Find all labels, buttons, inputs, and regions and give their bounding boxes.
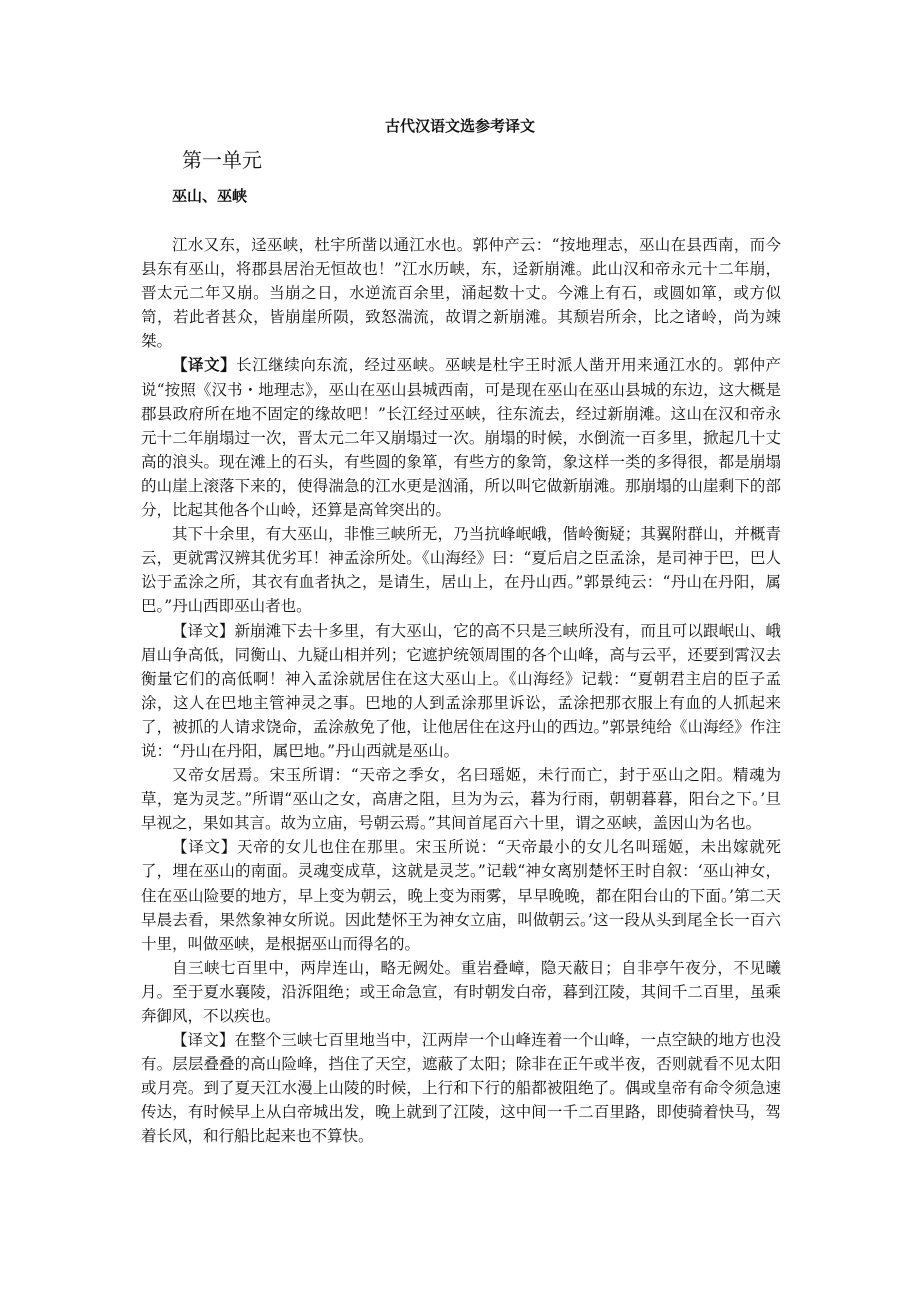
paragraph-translation-2 xyxy=(141,619,781,764)
paragraph-original-3 xyxy=(141,763,781,835)
paragraph-original-2 xyxy=(141,522,781,618)
paragraph-original-4 xyxy=(141,956,781,1028)
translation-tag: 【译文】 xyxy=(172,838,237,857)
paragraph-text: 其下十余里，有大巫山，非惟三峡所无，乃当抗峰岷峨，偕岭衡疑；其翼附群山，并概青云，更就霄汉辨其优劣耳！神孟涂所处。《山海经》曰：“夏后启之臣孟涂，是司神于巴，巴人讼于孟涂之所，其衣有血者执之，是请生，居山上，在丹山西。”郭景纯云：“丹山在丹阳，属巴。”丹山西即巫山者也。 xyxy=(141,525,781,616)
paragraph-text: 天帝的女儿也住在那里。宋玉所说：“天帝最小的女儿名叫瑶姬，未出嫁就死了，埋在巫山的南面。灵魂变成草，这就是灵芝。”记载“神女离别楚怀王时自叙：‘巫山神女，住在巫山险要的地方，早上变为朝云，晚上变为雨雾，早早晚晚，都在阳台山的下面。’第二天早晨去看，果然象神女所说。因此楚怀王为神女立庙，叫做朝云。’这一段从头到尾全长一百六十里，叫做巫峡，是根据巫山而得名的。 xyxy=(141,838,781,953)
paragraph-translation-1 xyxy=(141,353,781,522)
paragraph-translation-4 xyxy=(141,1028,781,1148)
paragraph-text: 新崩滩下去十多里，有大巫山，它的高不只是三峡所没有，而且可以跟岷山、峨眉山争高低，同衡山、九疑山相并列；它遮护统领周围的各个山峰，高与云平，还要到霄汉去衡量它们的高低啊！神入孟涂就居住在这大巫山上。《山海经》记载：“夏朝君主启的臣子孟涂，这人在巴地主管神灵之事。巴地的人到孟涂那里诉讼，孟涂把那衣服上有血的人抓起来了，被抓的人请求饶命，孟涂赦免了他，让他居住在这丹山的西边。”郭景纯给《山海经》作注说：“丹山在丹阳，属巴地。”丹山西就是巫山。 xyxy=(141,621,781,760)
paragraph-text: 长江继续向东流，经过巫峡。巫峡是杜宇王时派人凿开用来通江水的。郭仲产说“按照《汉书・地理志》，巫山在巫山县城西南，可是现在巫山在巫山县城的东边，这大概是郡县政府所在地不固定的缘故吧！”长江经过巫峡，往东流去，经过新崩滩。这山在汉和帝永元十二年崩塌过一次，晋太元二年又崩塌过一次。崩塌的时候，水倒流一百多里，掀起几十丈高的浪头。现在滩上的石头，有些圆的象箪，有些方的象笥，象这样一类的多得很，都是崩塌的山崖上滚落下来的，使得湍急的江水更是汹涌，所以叫它做新崩滩。那崩塌的山崖剩下的部分，比起其他各个山岭，还算是高耸突出的。 xyxy=(141,356,781,520)
document-body xyxy=(141,233,781,1149)
paragraph-text: 在整个三峡七百里地当中，江两岸一个山峰连着一个山峰，一点空缺的地方也没有。层层叠叠的高山险峰，挡住了天空，遮蔽了太阳；除非在正午或半夜，否则就看不见太阳或月亮。到了夏天江水漫上山陵的时候，上行和下行的船都被阻绝了。偶或皇帝有命令须急速传达，有时候早上从白帝城出发，晚上就到了江陵，这中间一千二百里路，即使骑着快马，驾着长风，和行船比起来也不算快。 xyxy=(141,1031,781,1146)
unit-title: 第一单元 xyxy=(182,148,262,172)
document-title: 古代汉语文选参考译文 xyxy=(384,117,535,135)
paragraph-text: 自三峡七百里中，两岸连山，略无阙处。重岩叠嶂，隐天蔽日；自非亭午夜分，不见曦月。至于夏水襄陵，沿泝阻绝；或王命急宣，有时朝发白帝，暮到江陵，其间千二百里，虽乘奔御风，不以疾也。 xyxy=(141,958,781,1025)
paragraph-text: 又帝女居焉。宋玉所谓：“天帝之季女，名曰瑶姬，未行而亡，封于巫山之阳。精魂为草，寔为灵芝。”所谓“巫山之女，高唐之阻，旦为为云，暮为行雨，朝朝暮暮，阳台之下。’旦早视之，果如其言。故为立庙，号朝云焉。”其间首尾百六十里，谓之巫峡，盖因山为名也。 xyxy=(141,766,781,833)
translation-tag: 【译文】 xyxy=(172,1031,235,1050)
paragraph-text: 江水又东，迳巫峡，杜宇所凿以通江水也。郭仲产云：“按地理志，巫山在县西南，而今县东有巫山，将郡县居治无恒故也！”江水历峡，东，迳新崩滩。此山汉和帝永元十二年崩，晋太元二年又崩。当崩之日，水逆流百余里，涌起数十丈。今滩上有石，或圆如箪，或方似笥，若此者甚众，皆崩崖所陨，致怒湍流，故谓之新崩滩。其颓岩所余，比之诸岭，尚为竦桀。 xyxy=(141,236,781,351)
section-title: 巫山、巫峡 xyxy=(172,187,248,205)
translation-tag: 【译文】 xyxy=(172,621,235,640)
translation-tag: 【译文】 xyxy=(172,355,237,375)
paragraph-original-1 xyxy=(141,233,781,353)
paragraph-translation-3 xyxy=(141,835,781,955)
